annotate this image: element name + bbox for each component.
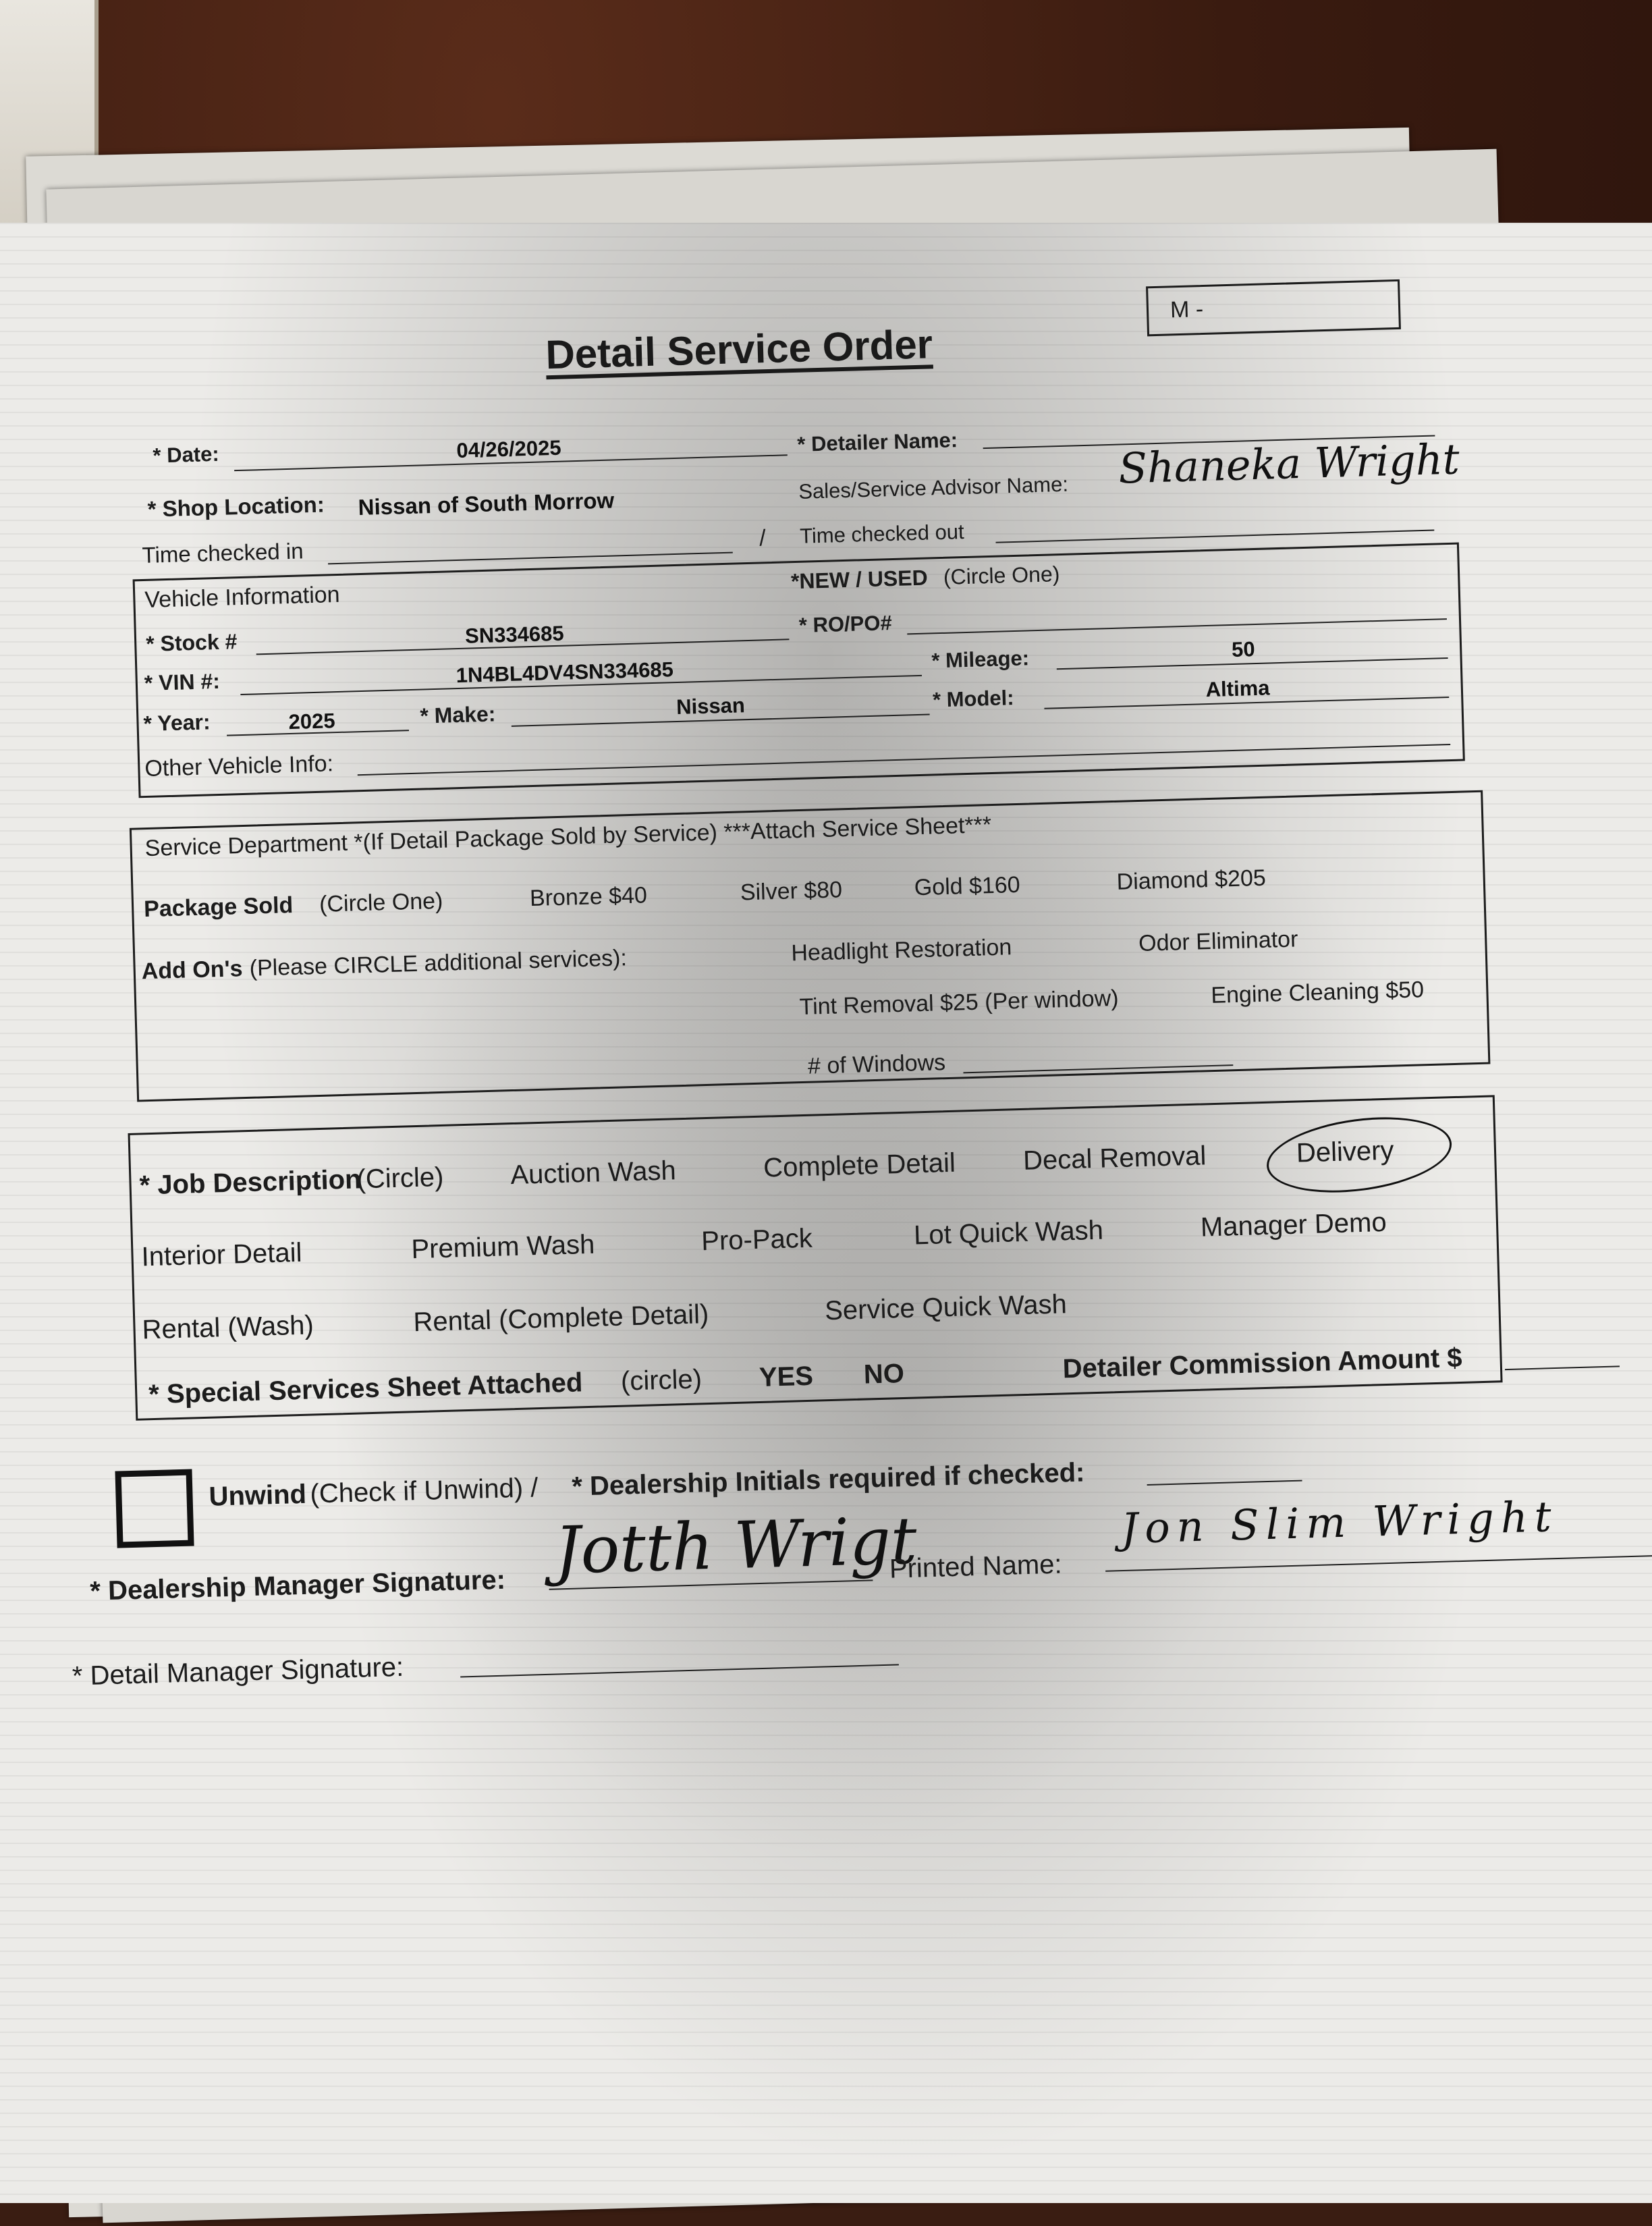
time-in-line[interactable] bbox=[328, 552, 733, 565]
service-department-label: Service Department *(If Detail Package Sold by Service) ***Attach Service Sheet*** bbox=[144, 812, 992, 862]
job-delivery[interactable]: Delivery bbox=[1296, 1135, 1395, 1168]
detailer-label: * Detailer Name: bbox=[796, 428, 958, 456]
printed-name-label: Printed Name: bbox=[889, 1549, 1063, 1584]
vehicle-section-label: Vehicle Information bbox=[144, 581, 341, 613]
package-sold-label: Package Sold bbox=[143, 892, 294, 923]
job-description-label: * Job Description bbox=[139, 1164, 362, 1201]
initials-label: * Dealership Initials required if checked: bbox=[571, 1457, 1085, 1502]
advisor-label: Sales/Service Advisor Name: bbox=[798, 472, 1069, 504]
order-number-box[interactable] bbox=[1146, 279, 1401, 336]
special-yes-option[interactable]: YES bbox=[759, 1361, 814, 1392]
job-auction-wash[interactable]: Auction Wash bbox=[510, 1156, 677, 1191]
job-interior-detail[interactable]: Interior Detail bbox=[141, 1237, 303, 1272]
initials-line[interactable] bbox=[1147, 1480, 1302, 1486]
time-in-label: Time checked in bbox=[142, 538, 304, 568]
job-service-quick-wash[interactable]: Service Quick Wash bbox=[824, 1289, 1068, 1326]
time-out-line[interactable] bbox=[996, 530, 1435, 543]
dealership-manager-signature: Jotth Wrigt bbox=[553, 1502, 918, 1589]
addon-engine-cleaning[interactable]: Engine Cleaning $50 bbox=[1210, 977, 1425, 1009]
time-out-label: Time checked out bbox=[799, 520, 965, 548]
job-premium-wash[interactable]: Premium Wash bbox=[410, 1229, 595, 1265]
model-label: * Model: bbox=[932, 686, 1015, 712]
package-diamond[interactable]: Diamond $205 bbox=[1116, 865, 1267, 895]
job-rental-wash[interactable]: Rental (Wash) bbox=[142, 1310, 314, 1345]
mileage-label: * Mileage: bbox=[931, 646, 1030, 673]
job-complete-detail[interactable]: Complete Detail bbox=[763, 1147, 956, 1183]
package-gold[interactable]: Gold $160 bbox=[914, 871, 1021, 901]
make-value: Nissan bbox=[676, 693, 746, 720]
shop-label: * Shop Location: bbox=[147, 491, 325, 522]
addon-odor[interactable]: Odor Eliminator bbox=[1138, 926, 1298, 957]
commission-line[interactable] bbox=[1505, 1365, 1620, 1370]
service-order-sheet bbox=[0, 223, 1652, 2203]
special-no-option[interactable]: NO bbox=[863, 1358, 905, 1390]
unwind-hint: (Check if Unwind) / bbox=[309, 1473, 539, 1509]
date-label: * Date: bbox=[152, 441, 220, 468]
job-pro-pack[interactable]: Pro-Pack bbox=[700, 1223, 813, 1257]
package-bronze[interactable]: Bronze $40 bbox=[529, 882, 648, 912]
year-label: * Year: bbox=[143, 709, 211, 736]
other-info-label: Other Vehicle Info: bbox=[144, 751, 334, 782]
model-value: Altima bbox=[1205, 676, 1270, 702]
vin-label: * VIN #: bbox=[144, 668, 221, 696]
job-lot-quick-wash[interactable]: Lot Quick Wash bbox=[913, 1215, 1104, 1251]
package-sold-hint: (Circle One) bbox=[319, 888, 443, 917]
windows-label: # of Windows bbox=[807, 1050, 946, 1079]
time-separator: / bbox=[759, 525, 767, 551]
dealership-manager-signature-label: * Dealership Manager Signature: bbox=[89, 1565, 506, 1606]
package-silver[interactable]: Silver $80 bbox=[740, 877, 843, 906]
stock-label: * Stock # bbox=[145, 629, 238, 656]
date-value: 04/26/2025 bbox=[456, 435, 562, 462]
detail-manager-signature-line[interactable] bbox=[460, 1664, 899, 1677]
job-manager-demo[interactable]: Manager Demo bbox=[1200, 1207, 1387, 1243]
detail-manager-signature-label: * Detail Manager Signature: bbox=[72, 1652, 404, 1691]
advisor-handwritten: Shaneka Wright bbox=[1118, 434, 1460, 493]
special-services-hint: (circle) bbox=[620, 1364, 703, 1396]
make-label: * Make: bbox=[419, 701, 496, 728]
order-number-prefix: M - bbox=[1169, 296, 1204, 323]
addon-tint-removal[interactable]: Tint Removal $25 (Per window) bbox=[799, 985, 1120, 1021]
job-decal-removal[interactable]: Decal Removal bbox=[1022, 1141, 1207, 1176]
unwind-label: Unwind bbox=[208, 1479, 307, 1512]
mileage-value: 50 bbox=[1231, 637, 1256, 661]
stock-value: SN334685 bbox=[464, 621, 565, 648]
commission-label: Detailer Commission Amount $ bbox=[1062, 1342, 1463, 1384]
addons-label: Add On's bbox=[141, 956, 244, 985]
new-used-label[interactable]: *NEW / USED bbox=[790, 565, 929, 594]
special-services-label: * Special Services Sheet Attached bbox=[148, 1367, 583, 1410]
year-value: 2025 bbox=[288, 709, 336, 734]
addons-hint: (Please CIRCLE additional services): bbox=[249, 945, 628, 981]
form-title: Detail Service Order bbox=[545, 321, 933, 378]
new-used-hint: (Circle One) bbox=[943, 562, 1060, 589]
addon-headlight[interactable]: Headlight Restoration bbox=[790, 934, 1012, 967]
printed-name-handwritten: Jon Slim Wright bbox=[1120, 1492, 1559, 1554]
ro-po-label: * RO/PO# bbox=[798, 611, 893, 637]
job-description-hint: (Circle) bbox=[356, 1162, 444, 1195]
shop-value: Nissan of South Morrow bbox=[358, 487, 615, 520]
unwind-checkbox[interactable] bbox=[115, 1469, 194, 1548]
vin-value: 1N4BL4DV4SN334685 bbox=[456, 657, 674, 688]
form-body bbox=[0, 200, 1652, 2225]
printed-name-line[interactable] bbox=[1105, 1555, 1652, 1572]
job-rental-complete-detail[interactable]: Rental (Complete Detail) bbox=[412, 1299, 709, 1338]
